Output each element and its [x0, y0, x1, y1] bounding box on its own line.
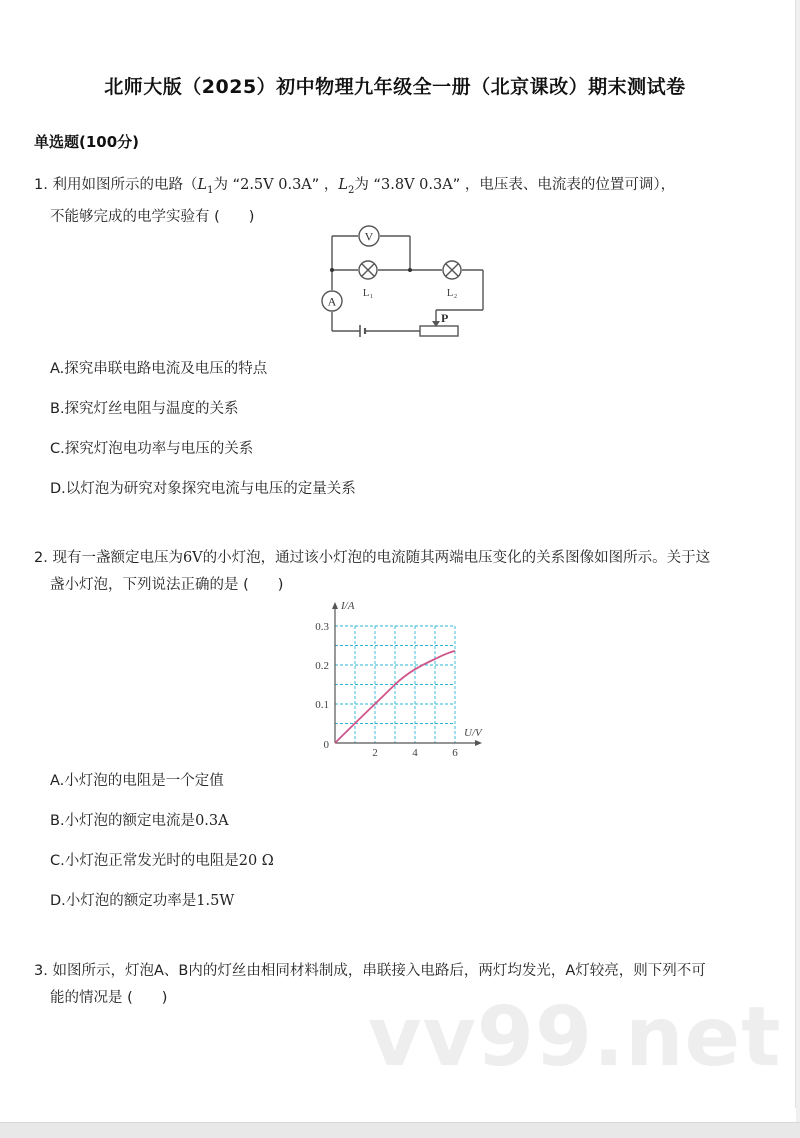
svg-text:2: 2: [372, 747, 378, 758]
svg-text:0: 0: [323, 739, 329, 751]
question-2: 2. 现有一盏额定电压为6V的小灯泡，通过该小灯泡的电流随其两端电压变化的关系图像如图所示。关于这 盏小灯泡，下列说法正确的是 ( ): [34, 550, 711, 593]
bottom-bar: [0, 1122, 800, 1138]
vertical-scrollbar[interactable]: [796, 0, 800, 1122]
svg-text:V: V: [364, 229, 374, 244]
q2-option-a[interactable]: A.小灯泡的电阻是一个定值: [50, 773, 224, 789]
svg-text:0.1: 0.1: [315, 699, 329, 711]
svg-text:L₁: L₁: [362, 287, 374, 299]
svg-text:P: P: [441, 311, 449, 325]
rheostat-icon: [420, 326, 458, 336]
svg-text:0.3: 0.3: [315, 621, 329, 633]
q1-option-b[interactable]: B.探究灯丝电阻与温度的关系: [50, 401, 239, 417]
circuit-diagram: [316, 224, 486, 342]
q2-option-c[interactable]: C.小灯泡正常发光时的电阻是20 Ω: [50, 853, 274, 869]
question-3: 3. 如图所示，灯泡A、B内的灯丝由相同材料制成，串联接入电路后，两灯均发光，A灯较亮，则下列不可 能的情况是 ( ): [34, 963, 706, 1006]
question-number: 3.: [34, 963, 48, 979]
question-number: 1.: [34, 177, 48, 193]
watermark: vv99.net: [368, 990, 782, 1085]
svg-text:0.2: 0.2: [315, 660, 329, 672]
q1-option-a[interactable]: A.探究串联电路电流及电压的特点: [50, 361, 268, 377]
q2-option-d[interactable]: D.小灯泡的额定功率是1.5W: [50, 893, 235, 909]
svg-text:U/V: U/V: [464, 727, 482, 739]
page-title: 北师大版（2025）初中物理九年级全一册（北京课改）期末测试卷: [104, 76, 686, 98]
svg-text:A: A: [327, 294, 337, 309]
svg-text:4: 4: [412, 747, 418, 758]
question-number: 2.: [34, 550, 48, 566]
svg-text:I/A: I/A: [341, 600, 355, 612]
svg-text:L₂: L₂: [446, 287, 458, 299]
question-1: 1. 利用如图所示的电路（$L_1$为 “2.5V 0.3A” ，$L_2$为 “3.8V 0.3A” ，电压表、电流表的位置可调）， 不能够完成的电学实验有 ( ): [34, 177, 676, 225]
svg-text:6: 6: [452, 747, 458, 758]
current-voltage-chart: [310, 598, 500, 758]
q2-option-b[interactable]: B.小灯泡的额定电流是0.3A: [50, 813, 229, 829]
q1-option-c[interactable]: C.探究灯泡电功率与电压的关系: [50, 441, 254, 457]
q1-option-d[interactable]: D.以灯泡为研究对象探究电流与电压的定量关系: [50, 481, 356, 497]
section-heading: 单选题(100分): [34, 133, 140, 151]
